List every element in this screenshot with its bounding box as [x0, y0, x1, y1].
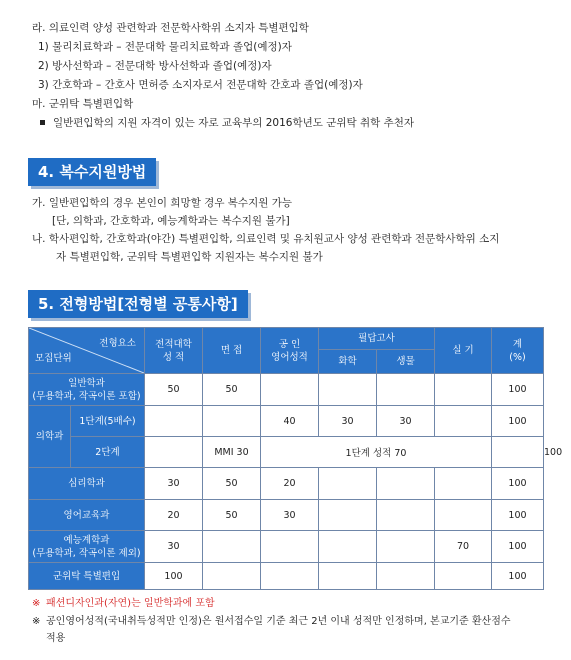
cell-value — [435, 500, 492, 531]
cell-value: 100 — [492, 500, 544, 531]
header-practical: 실 기 — [435, 328, 492, 374]
row-label-general: 일반학과 (무용학과, 작곡이론 포함) — [29, 374, 145, 406]
cell-value — [261, 374, 319, 406]
cell-value: 50 — [145, 374, 203, 406]
section-ma-bullet-text: 일반편입학의 지원 자격이 있는 자로 교육부의 2016학년도 군위탁 취학 추천자 — [53, 117, 415, 129]
note-mark: ※ — [32, 616, 41, 627]
cell-value — [435, 563, 492, 590]
header-prev-grades: 전적대학 성 적 — [145, 328, 203, 374]
cell-value — [377, 468, 435, 500]
note-mark: ※ — [32, 598, 41, 609]
header-chemistry: 화학 — [319, 350, 377, 374]
cell-value: 20 — [145, 500, 203, 531]
diagonal-line — [29, 328, 144, 373]
section-ra-item-3: 3) 간호학과 – 간호사 면허증 소지자로서 전문대학 간호과 졸업(예정)자 — [38, 79, 363, 91]
section-ma-bullet-row — [40, 116, 414, 130]
cell-value: 40 — [261, 406, 319, 437]
cell-value — [319, 468, 377, 500]
table-row — [29, 563, 544, 590]
section-ra-item-2: 2) 방사선학과 – 전문대학 방사선학과 졸업(예정)자 — [38, 60, 272, 72]
cell-value — [435, 374, 492, 406]
cell-value: 30 — [145, 531, 203, 563]
row-label-arts: 예능계학과 (무용학과, 작곡이론 제외) — [29, 531, 145, 563]
note-english-text-1: 공인영어성적(국내취득성적만 인정)은 원서접수일 기준 최근 2년 이내 성적만 인정하며, 본교기준 환산점수 — [46, 616, 511, 627]
cell-value — [377, 563, 435, 590]
cell-value — [145, 406, 203, 437]
row-label-medicine-stage-1: 1단계(5배수) — [71, 406, 145, 437]
section-ra-item-1: 1) 물리치료학과 – 전문대학 물리치료학과 졸업(예정)자 — [38, 41, 292, 53]
cell-value — [203, 406, 261, 437]
row-label-english-education: 영어교육과 — [29, 500, 145, 531]
cell-value: 20 — [261, 468, 319, 500]
cell-value: 100 — [492, 468, 544, 500]
cell-value: 50 — [203, 500, 261, 531]
cell-value: 30 — [261, 500, 319, 531]
heading-section-5: 5. 전형방법[전형별 공통사항] — [28, 290, 248, 318]
table-row — [29, 374, 544, 406]
table-row — [29, 406, 544, 437]
section-4-na-line-2: 자 특별편입학, 군위탁 특별편입학 지원자는 복수지원 불가 — [56, 251, 323, 263]
cell-value — [203, 531, 261, 563]
cell-value — [435, 468, 492, 500]
cell-value — [319, 500, 377, 531]
note-english-score — [32, 614, 511, 629]
cell-value: 100 — [492, 374, 544, 406]
cell-value — [377, 374, 435, 406]
header-total: 계 (%) — [492, 328, 544, 374]
header-unit-label: 모집단위 — [35, 353, 72, 364]
header-english-score: 공 인 영어성적 — [261, 328, 319, 374]
cell-value — [377, 500, 435, 531]
header-criteria-label: 전형요소 — [99, 338, 136, 349]
row-label-medicine-stage-2: 2단계 — [71, 437, 145, 468]
diagonal-header-cell — [29, 328, 145, 374]
cell-value: 30 — [377, 406, 435, 437]
table-row — [29, 531, 544, 563]
cell-value — [319, 531, 377, 563]
cell-value: MMI 30 — [203, 437, 261, 468]
cell-value: 30 — [145, 468, 203, 500]
cell-value — [261, 531, 319, 563]
table-row — [29, 468, 544, 500]
heading-section-4: 4. 복수지원방법 — [28, 158, 156, 186]
cell-value — [435, 406, 492, 437]
cell-value — [319, 374, 377, 406]
cell-value: 1단계 성적 70 — [261, 437, 492, 468]
header-interview: 면 접 — [203, 328, 261, 374]
cell-value: 100 — [492, 406, 544, 437]
cell-value: 100 — [492, 531, 544, 563]
cell-value: 100 — [145, 563, 203, 590]
cell-value: 50 — [203, 468, 261, 500]
cell-value: 70 — [435, 531, 492, 563]
cell-value — [145, 437, 203, 468]
header-biology: 생물 — [377, 350, 435, 374]
section-4-ga-note: [단, 의학과, 간호학과, 예능계학과는 복수지원 불가] — [52, 215, 290, 227]
cell-value — [377, 531, 435, 563]
cell-value — [319, 563, 377, 590]
row-label-medicine: 의학과 — [29, 406, 71, 468]
section-ra-title: 라. 의료인력 양성 관련학과 전문학사학위 소지자 특별편입학 — [32, 22, 309, 34]
section-4-na-line-1: 나. 학사편입학, 간호학과(야간) 특별편입학, 의료인력 및 유치원교사 양성 관련학과 전문학사학위 소지 — [32, 233, 500, 245]
admission-criteria-table — [28, 327, 563, 590]
bullet-square-icon — [40, 120, 45, 125]
header-written-exam: 필답고사 — [319, 328, 435, 350]
table-row: 2단계 MMI 30 1단계 성적 70 100 — [29, 437, 544, 468]
note-fashion-text: 패션디자인과(자연)는 일반학과에 포함 — [46, 598, 215, 609]
cell-value: 30 — [319, 406, 377, 437]
cell-value — [203, 563, 261, 590]
section-4-ga: 가. 일반편입학의 경우 본인이 희망할 경우 복수지원 가능 — [32, 197, 292, 209]
cell-value — [492, 437, 544, 468]
cell-value: 50 — [203, 374, 261, 406]
note-fashion-design — [32, 596, 215, 611]
row-label-psychology: 심리학과 — [29, 468, 145, 500]
cell-value: 100 — [492, 563, 544, 590]
row-label-military: 군위탁 특별편입 — [29, 563, 145, 590]
note-english-text-2: 적용 — [46, 633, 66, 644]
section-ma-title: 마. 군위탁 특별편입학 — [32, 98, 134, 110]
table-row — [29, 500, 544, 531]
cell-value — [261, 563, 319, 590]
